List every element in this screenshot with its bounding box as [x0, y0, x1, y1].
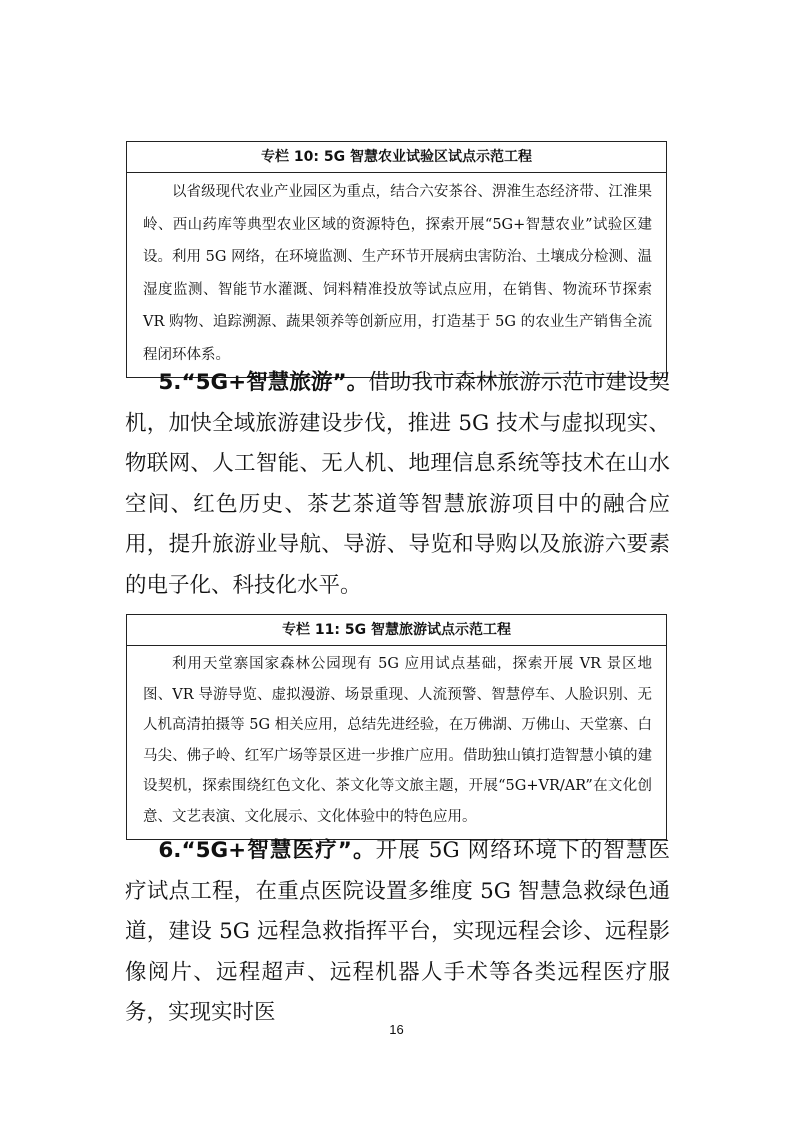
column-box-10-body: 以省级现代农业产业园区为重点，结合六安茶谷、淠淮生态经济带、江淮果岭、西山药库等典型农业区域的资源特色，探索开展“5G+智慧农业”试验区建设。利用 5G 网络，在环境监测、生产环节开展病虫害防治、土壤成分检测、温湿度监测、智能节水灌溉、饲料精准投放等试点应用，在销售、物流环节探索 VR 购物、追踪溯源、蔬果领养等创新应用，打造基于 5G 的农业生产销售全流程闭环体系。	[143, 184, 652, 363]
section-5-heading: 5.“5G+智慧旅游”。	[158, 370, 369, 395]
column-box-10	[126, 141, 667, 378]
section-6-heading: 6.“5G+智慧医疗”。	[158, 838, 376, 863]
section-5-text: 借助我市森林旅游示范市建设契机，加快全域旅游建设步伐，推进 5G 技术与虚拟现实、物联网、人工智能、无人机、地理信息系统等技术在山水空间、红色历史、茶艺茶道等智慧旅游项目中的融合应用，提升旅游业导航、导游、导览和导购以及旅游六要素的电子化、科技化水平。	[125, 370, 670, 598]
section-6-text: 开展 5G 网络环境下的智慧医疗试点工程，在重点医院设置多维度 5G 智慧急救绿色通道，建设 5G 远程急救指挥平台，实现远程会诊、远程影像阅片、远程超声、远程机器人手术等各类远程医疗服务，实现实时医	[125, 838, 671, 1025]
column-box-11-body: 利用天堂寨国家森林公园现有 5G 应用试点基础，探索开展 VR 景区地图、VR 导游导览、虚拟漫游、场景重现、人流预警、智慧停车、人脸识别、无人机高清拍摄等 5G 相关应用，总结先进经验，在万佛湖、万佛山、天堂寨、白马尖、佛子岭、红军广场等景区进一步推广应用。借助独山镇打造智慧小镇的建设契机，探索围绕红色文化、茶文化等文旅主题，开展“5G+VR/AR”在文化创意、文艺表演、文化展示、文化体验中的特色应用。	[143, 656, 652, 825]
section-5-paragraph	[125, 363, 670, 606]
section-6-paragraph	[125, 831, 670, 1034]
column-box-10-title: 专栏 10: 5G 智慧农业试验区试点示范工程	[127, 142, 666, 173]
page-number: 16	[389, 1022, 404, 1037]
column-box-11	[126, 614, 667, 840]
column-box-11-title: 专栏 11: 5G 智慧旅游试点示范工程	[127, 615, 666, 646]
